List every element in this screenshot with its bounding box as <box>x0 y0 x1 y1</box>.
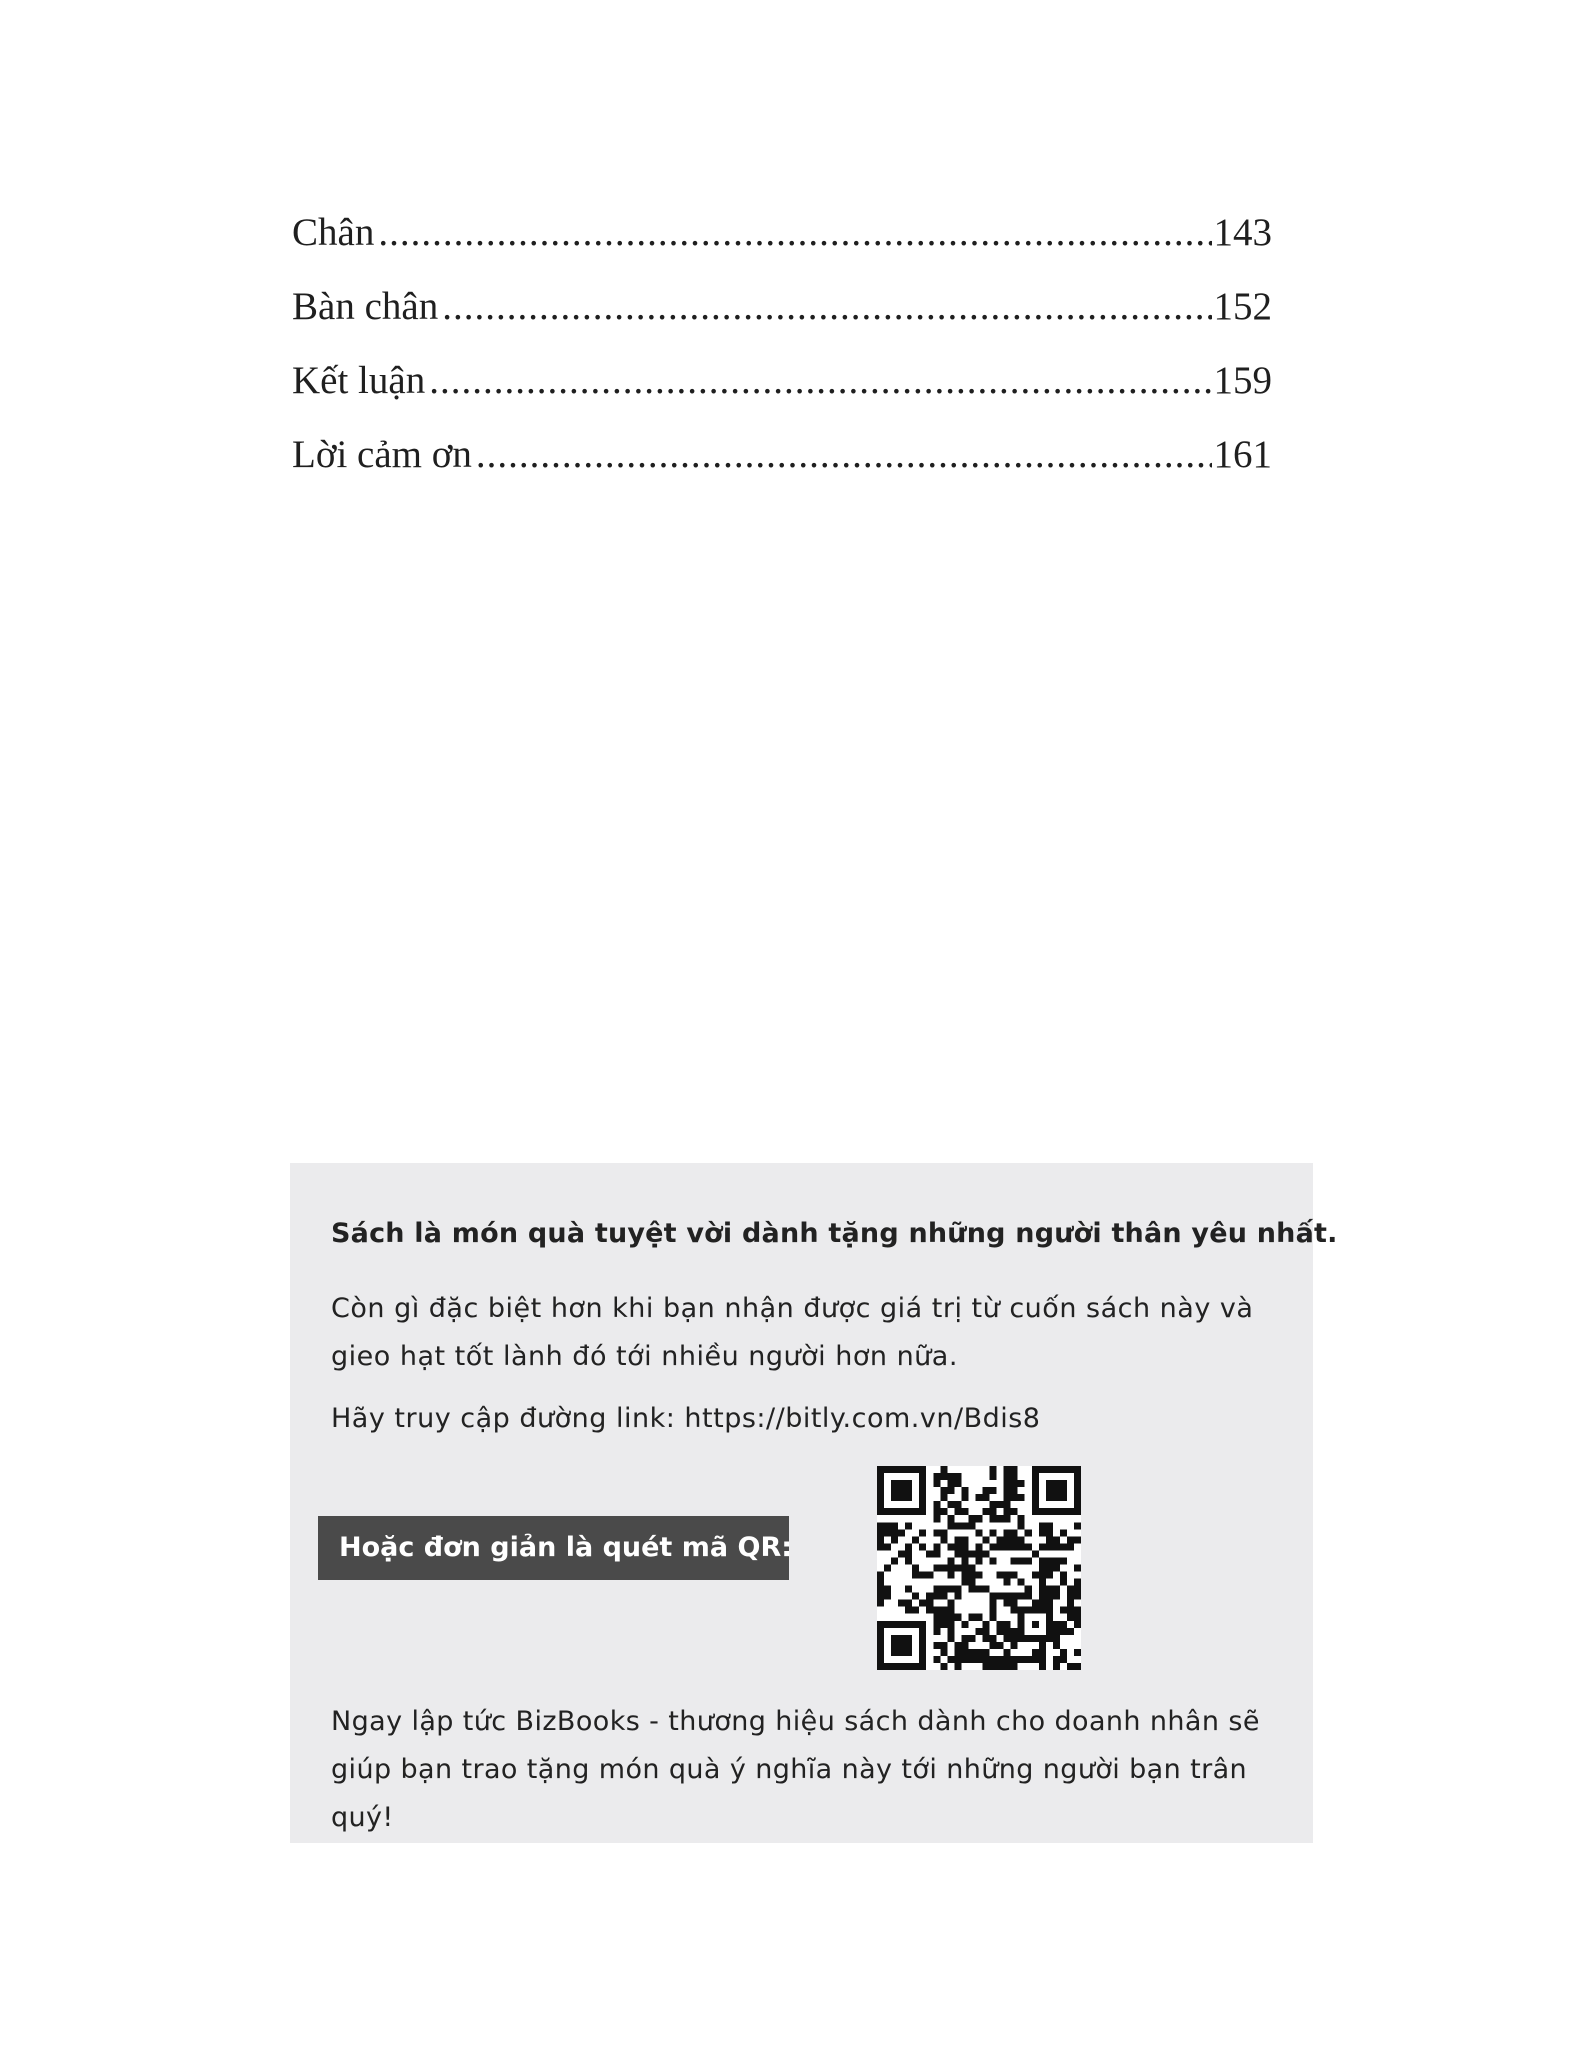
toc-entry[interactable] <box>292 210 1272 284</box>
toc-entry-page: 161 <box>1213 433 1272 476</box>
promo-body-text: Còn gì đặc biệt hơn khi bạn nhận được giá trị từ cuốn sách này và gieo hạt tốt lành đó tới nhiều người hơn nữa. <box>331 1293 1254 1372</box>
toc-entry-page: 159 <box>1213 359 1272 402</box>
toc-dot-leader <box>378 210 1211 255</box>
toc-entry[interactable] <box>292 358 1272 432</box>
toc-entry-page: 143 <box>1213 211 1272 254</box>
toc-dot-leader <box>429 358 1211 403</box>
qr-code-image[interactable] <box>877 1466 1081 1670</box>
gift-promo-box <box>290 1163 1338 1843</box>
toc-entry-title: Kết luận <box>292 359 426 402</box>
toc-entry-page: 152 <box>1213 285 1272 328</box>
toc-entry-title: Chân <box>292 211 375 254</box>
promo-footer-text: Ngay lập tức BizBooks - thương hiệu sách dành cho doanh nhân sẽ giúp bạn trao tặng món quà ý nghĩa này tới những người bạn trân quý! <box>331 1706 1260 1833</box>
toc-entry[interactable] <box>292 284 1272 358</box>
qr-code-icon <box>877 1466 1081 1670</box>
toc-entry[interactable] <box>292 432 1272 506</box>
qr-label-banner: Hoặc đơn giản là quét mã QR: <box>318 1516 789 1580</box>
toc-dot-leader <box>442 284 1211 329</box>
toc-entry-title: Lời cảm ơn <box>292 433 472 476</box>
toc-dot-leader <box>476 432 1212 477</box>
promo-headline: Sách là món quà tuyệt vời dành tặng những người thân yêu nhất. <box>331 1218 1338 1249</box>
toc-entry-title: Bàn chân <box>292 285 439 328</box>
promo-link-text[interactable]: Hãy truy cập đường link: https://bitly.com.vn/Bdis8 <box>331 1403 1041 1434</box>
table-of-contents <box>292 210 1272 506</box>
